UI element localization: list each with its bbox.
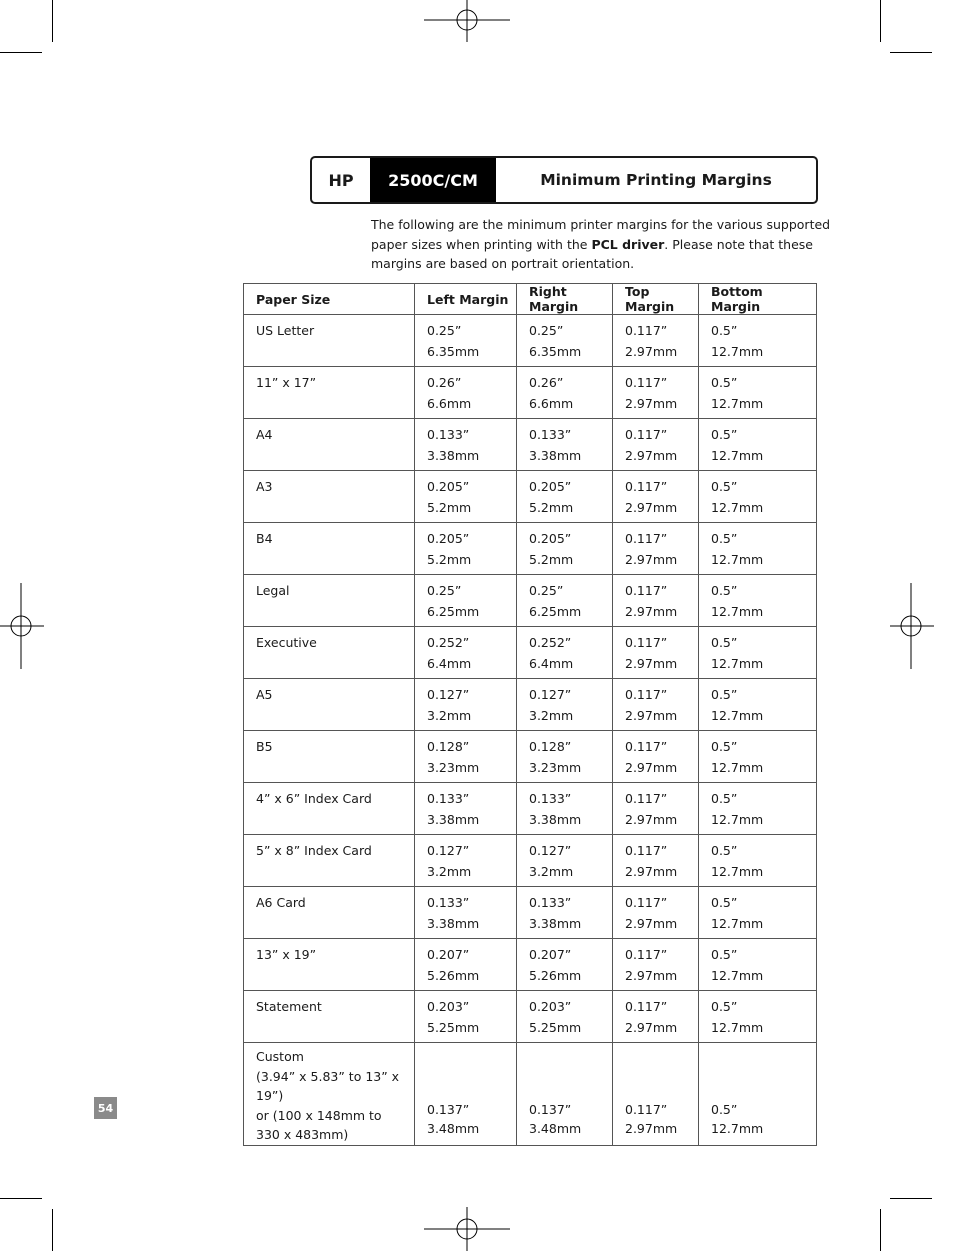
table-row (244, 835, 817, 887)
left-margin-cell (415, 315, 517, 367)
left-margin-mm: 5.2mm (427, 552, 472, 567)
bottom-margin-mm: 12.7mm (711, 1121, 764, 1136)
left-margin-mm: 3.38mm (427, 812, 480, 827)
left-margin-cell (415, 419, 517, 471)
left-margin-inches: 0.133” (427, 895, 470, 910)
top-margin-cell (613, 523, 699, 575)
paper-size-cell (244, 1043, 415, 1146)
right-margin-inches: 0.137” (529, 1101, 572, 1117)
table-row (244, 419, 817, 471)
page-number: 54 (94, 1097, 117, 1119)
left-margin-cell (415, 471, 517, 523)
paper-size-cell: B4 (244, 523, 415, 575)
table-row (244, 887, 817, 939)
bottom-margin-inches: 0.5” (711, 635, 738, 650)
top-margin-mm: 2.97mm (625, 760, 678, 775)
left-margin-inches: 0.127” (427, 843, 470, 858)
top-margin-cell (613, 1043, 699, 1146)
bottom-margin-inches: 0.5” (711, 323, 738, 338)
left-margin-cell (415, 523, 517, 575)
top-margin-inches: 0.117” (625, 843, 668, 858)
top-margin-inches: 0.117” (625, 947, 668, 962)
left-margin-mm: 3.2mm (427, 708, 472, 723)
paper-size-cell: Statement (244, 991, 415, 1043)
right-margin-mm: 6.25mm (529, 604, 582, 619)
left-margin-mm: 3.48mm (427, 1121, 480, 1136)
left-margin-mm: 3.38mm (427, 448, 480, 463)
top-margin-mm: 2.97mm (625, 1121, 678, 1136)
right-margin-inches: 0.128” (529, 739, 572, 754)
bottom-margin-mm: 12.7mm (711, 604, 764, 619)
right-margin-inches: 0.127” (529, 687, 572, 702)
bottom-margin-inches: 0.5” (711, 531, 738, 546)
left-margin-inches: 0.26” (427, 375, 462, 390)
right-margin-inches: 0.26” (529, 375, 564, 390)
top-margin-cell (613, 991, 699, 1043)
bottom-margin-inches: 0.5” (711, 739, 738, 754)
bottom-margin-mm: 12.7mm (711, 396, 764, 411)
right-margin-inches: 0.25” (529, 583, 564, 598)
top-margin-mm: 2.97mm (625, 864, 678, 879)
left-margin-inches: 0.128” (427, 739, 470, 754)
left-margin-inches: 0.205” (427, 531, 470, 546)
bottom-margin-cell (699, 939, 817, 991)
bottom-margin-inches: 0.5” (711, 687, 738, 702)
right-margin-inches: 0.133” (529, 791, 572, 806)
model-label: 2500C/CM (370, 158, 496, 202)
right-margin-cell (517, 1043, 613, 1146)
bottom-margin-inches: 0.5” (711, 375, 738, 390)
right-margin-inches: 0.133” (529, 895, 572, 910)
top-margin-mm: 2.97mm (625, 812, 678, 827)
right-margin-cell (517, 315, 613, 367)
top-margin-cell (613, 835, 699, 887)
left-margin-mm: 6.25mm (427, 604, 480, 619)
top-margin-cell (613, 471, 699, 523)
paper-size-cell: 11” x 17” (244, 367, 415, 419)
intro-text: The following are the minimum printer margins for the various supported paper sizes when printing with the (371, 217, 831, 252)
paper-size-cell: 5” x 8” Index Card (244, 835, 415, 887)
right-margin-mm: 6.6mm (529, 396, 574, 411)
top-margin-cell (613, 575, 699, 627)
table-row (244, 731, 817, 783)
right-margin-cell (517, 523, 613, 575)
bottom-margin-inches: 0.5” (711, 999, 738, 1014)
right-margin-cell (517, 575, 613, 627)
top-margin-cell (613, 315, 699, 367)
left-margin-cell (415, 939, 517, 991)
left-margin-inches: 0.133” (427, 791, 470, 806)
top-margin-mm: 2.97mm (625, 344, 678, 359)
brand-label: HP (328, 170, 354, 190)
top-margin-cell (613, 419, 699, 471)
bottom-margin-mm: 12.7mm (711, 448, 764, 463)
bottom-margin-mm: 12.7mm (711, 864, 764, 879)
right-margin-inches: 0.207” (529, 947, 572, 962)
bottom-margin-cell (699, 419, 817, 471)
column-header: Left Margin (415, 284, 517, 315)
table-row (244, 367, 817, 419)
left-margin-inches: 0.25” (427, 583, 462, 598)
left-margin-cell (415, 367, 517, 419)
table-row (244, 991, 817, 1043)
crop-mark (880, 1209, 881, 1251)
intro-paragraph (371, 215, 833, 274)
top-margin-cell (613, 731, 699, 783)
column-header: Bottom Margin (699, 284, 817, 315)
right-margin-cell (517, 731, 613, 783)
right-margin-mm: 5.25mm (529, 1020, 582, 1035)
table-row (244, 783, 817, 835)
bottom-margin-mm: 12.7mm (711, 708, 764, 723)
right-margin-mm: 6.4mm (529, 656, 574, 671)
table-body (244, 315, 817, 1146)
right-margin-cell (517, 679, 613, 731)
top-margin-inches: 0.117” (625, 323, 668, 338)
top-margin-mm: 2.97mm (625, 916, 678, 931)
bottom-margin-inches: 0.5” (711, 427, 738, 442)
paper-size-cell: A3 (244, 471, 415, 523)
left-margin-cell (415, 627, 517, 679)
left-margin-cell (415, 1043, 517, 1146)
bottom-margin-inches: 0.5” (711, 843, 738, 858)
top-margin-mm: 2.97mm (625, 1020, 678, 1035)
crop-mark (52, 1209, 53, 1251)
left-margin-inches: 0.203” (427, 999, 470, 1014)
bottom-margin-mm: 12.7mm (711, 344, 764, 359)
bottom-margin-mm: 12.7mm (711, 968, 764, 983)
section-header (310, 156, 818, 204)
right-margin-cell (517, 783, 613, 835)
right-margin-inches: 0.133” (529, 427, 572, 442)
paper-size-cell: A6 Card (244, 887, 415, 939)
paper-size-line: or (100 x 148mm to (256, 1107, 382, 1123)
left-margin-cell (415, 783, 517, 835)
bottom-margin-mm: 12.7mm (711, 1020, 764, 1035)
table-row (244, 679, 817, 731)
right-margin-cell (517, 835, 613, 887)
top-margin-mm: 2.97mm (625, 448, 678, 463)
table-row (244, 627, 817, 679)
top-margin-inches: 0.117” (625, 479, 668, 494)
top-margin-cell (613, 679, 699, 731)
registration-mark-icon (424, 1207, 510, 1251)
paper-size-cell: Legal (244, 575, 415, 627)
left-margin-inches: 0.205” (427, 479, 470, 494)
bottom-margin-mm: 12.7mm (711, 656, 764, 671)
right-margin-inches: 0.252” (529, 635, 572, 650)
left-margin-inches: 0.252” (427, 635, 470, 650)
top-margin-cell (613, 939, 699, 991)
page-title: Minimum Printing Margins (540, 171, 772, 189)
table-row (244, 315, 817, 367)
paper-size-cell: 13” x 19” (244, 939, 415, 991)
bottom-margin-mm: 12.7mm (711, 500, 764, 515)
paper-size-cell: Executive (244, 627, 415, 679)
registration-mark-icon (890, 583, 934, 669)
right-margin-inches: 0.203” (529, 999, 572, 1014)
crop-mark (890, 1198, 932, 1199)
top-margin-inches: 0.117” (625, 999, 668, 1014)
crop-mark (0, 52, 42, 53)
right-margin-cell (517, 627, 613, 679)
right-margin-inches: 0.127” (529, 843, 572, 858)
crop-mark (52, 0, 53, 42)
right-margin-cell (517, 991, 613, 1043)
right-margin-cell (517, 939, 613, 991)
right-margin-cell (517, 419, 613, 471)
crop-mark (890, 52, 932, 53)
right-margin-inches: 0.25” (529, 323, 564, 338)
right-margin-mm: 5.2mm (529, 500, 574, 515)
bottom-margin-cell (699, 731, 817, 783)
left-margin-inches: 0.25” (427, 323, 462, 338)
column-header: Right Margin (517, 284, 613, 315)
right-margin-inches: 0.205” (529, 531, 572, 546)
right-margin-mm: 3.38mm (529, 812, 582, 827)
table-header-row (244, 284, 817, 315)
left-margin-cell (415, 887, 517, 939)
top-margin-cell (613, 783, 699, 835)
left-margin-mm: 5.2mm (427, 500, 472, 515)
left-margin-cell (415, 835, 517, 887)
bottom-margin-cell (699, 679, 817, 731)
bottom-margin-cell (699, 991, 817, 1043)
bottom-margin-cell (699, 575, 817, 627)
top-margin-inches: 0.117” (625, 427, 668, 442)
top-margin-inches: 0.117” (625, 1101, 668, 1117)
left-margin-mm: 6.4mm (427, 656, 472, 671)
top-margin-inches: 0.117” (625, 791, 668, 806)
top-margin-inches: 0.117” (625, 583, 668, 598)
right-margin-mm: 3.2mm (529, 708, 574, 723)
column-header: Paper Size (244, 284, 415, 315)
paper-size-cell: A5 (244, 679, 415, 731)
table-row-custom (244, 1043, 817, 1146)
column-header: Top Margin (613, 284, 699, 315)
left-margin-inches: 0.133” (427, 427, 470, 442)
right-margin-mm: 5.2mm (529, 552, 574, 567)
top-margin-cell (613, 887, 699, 939)
right-margin-mm: 3.38mm (529, 448, 582, 463)
paper-size-line: Custom (256, 1049, 304, 1064)
bottom-margin-inches: 0.5” (711, 947, 738, 962)
left-margin-inches: 0.207” (427, 947, 470, 962)
left-margin-mm: 3.2mm (427, 864, 472, 879)
right-margin-cell (517, 887, 613, 939)
right-margin-mm: 3.2mm (529, 864, 574, 879)
table-row (244, 575, 817, 627)
bottom-margin-inches: 0.5” (711, 583, 738, 598)
intro-text: . Please note that these margins are based on portrait orientation. (371, 236, 813, 271)
left-margin-cell (415, 679, 517, 731)
left-margin-cell (415, 575, 517, 627)
right-margin-mm: 3.38mm (529, 916, 582, 931)
bottom-margin-mm: 12.7mm (711, 760, 764, 775)
top-margin-mm: 2.97mm (625, 552, 678, 567)
registration-mark-icon (0, 583, 44, 669)
registration-mark-icon (424, 0, 510, 42)
bottom-margin-cell (699, 367, 817, 419)
right-margin-mm: 3.48mm (529, 1121, 582, 1136)
bottom-margin-cell (699, 887, 817, 939)
paper-size-cell: B5 (244, 731, 415, 783)
left-margin-mm: 5.25mm (427, 1020, 480, 1035)
top-margin-cell (613, 367, 699, 419)
left-margin-inches: 0.127” (427, 687, 470, 702)
left-margin-mm: 6.6mm (427, 396, 472, 411)
bottom-margin-cell (699, 523, 817, 575)
right-margin-cell (517, 471, 613, 523)
bottom-margin-cell (699, 627, 817, 679)
paper-size-cell: 4” x 6” Index Card (244, 783, 415, 835)
bottom-margin-inches: 0.5” (711, 1101, 738, 1117)
paper-size-line: 330 x 483mm) (256, 1127, 349, 1142)
top-margin-inches: 0.117” (625, 531, 668, 546)
bottom-margin-mm: 12.7mm (711, 552, 764, 567)
crop-mark (0, 1198, 42, 1199)
top-margin-inches: 0.117” (625, 375, 668, 390)
top-margin-inches: 0.117” (625, 687, 668, 702)
left-margin-inches: 0.137” (427, 1101, 470, 1117)
table-row (244, 523, 817, 575)
table-row (244, 471, 817, 523)
right-margin-mm: 6.35mm (529, 344, 582, 359)
right-margin-mm: 5.26mm (529, 968, 582, 983)
bottom-margin-inches: 0.5” (711, 479, 738, 494)
top-margin-mm: 2.97mm (625, 396, 678, 411)
top-margin-mm: 2.97mm (625, 656, 678, 671)
table-row (244, 939, 817, 991)
crop-mark (880, 0, 881, 42)
top-margin-cell (613, 627, 699, 679)
margins-table (243, 283, 817, 1146)
paper-size-line: (3.94” x 5.83” to 13” x 19”) (256, 1068, 400, 1103)
bottom-margin-mm: 12.7mm (711, 812, 764, 827)
top-margin-inches: 0.117” (625, 739, 668, 754)
left-margin-mm: 5.26mm (427, 968, 480, 983)
intro-bold: PCL driver (591, 236, 665, 252)
bottom-margin-mm: 12.7mm (711, 916, 764, 931)
paper-size-cell: US Letter (244, 315, 415, 367)
top-margin-mm: 2.97mm (625, 604, 678, 619)
top-margin-mm: 2.97mm (625, 968, 678, 983)
right-margin-mm: 3.23mm (529, 760, 582, 775)
right-margin-cell (517, 367, 613, 419)
left-margin-cell (415, 991, 517, 1043)
left-margin-mm: 3.23mm (427, 760, 480, 775)
paper-size-cell: A4 (244, 419, 415, 471)
top-margin-inches: 0.117” (625, 895, 668, 910)
left-margin-mm: 6.35mm (427, 344, 480, 359)
right-margin-inches: 0.205” (529, 479, 572, 494)
top-margin-mm: 2.97mm (625, 708, 678, 723)
bottom-margin-cell (699, 1043, 817, 1146)
bottom-margin-inches: 0.5” (711, 895, 738, 910)
bottom-margin-cell (699, 835, 817, 887)
bottom-margin-cell (699, 471, 817, 523)
top-margin-inches: 0.117” (625, 635, 668, 650)
left-margin-cell (415, 731, 517, 783)
bottom-margin-cell (699, 783, 817, 835)
bottom-margin-cell (699, 315, 817, 367)
bottom-margin-inches: 0.5” (711, 791, 738, 806)
left-margin-mm: 3.38mm (427, 916, 480, 931)
top-margin-mm: 2.97mm (625, 500, 678, 515)
